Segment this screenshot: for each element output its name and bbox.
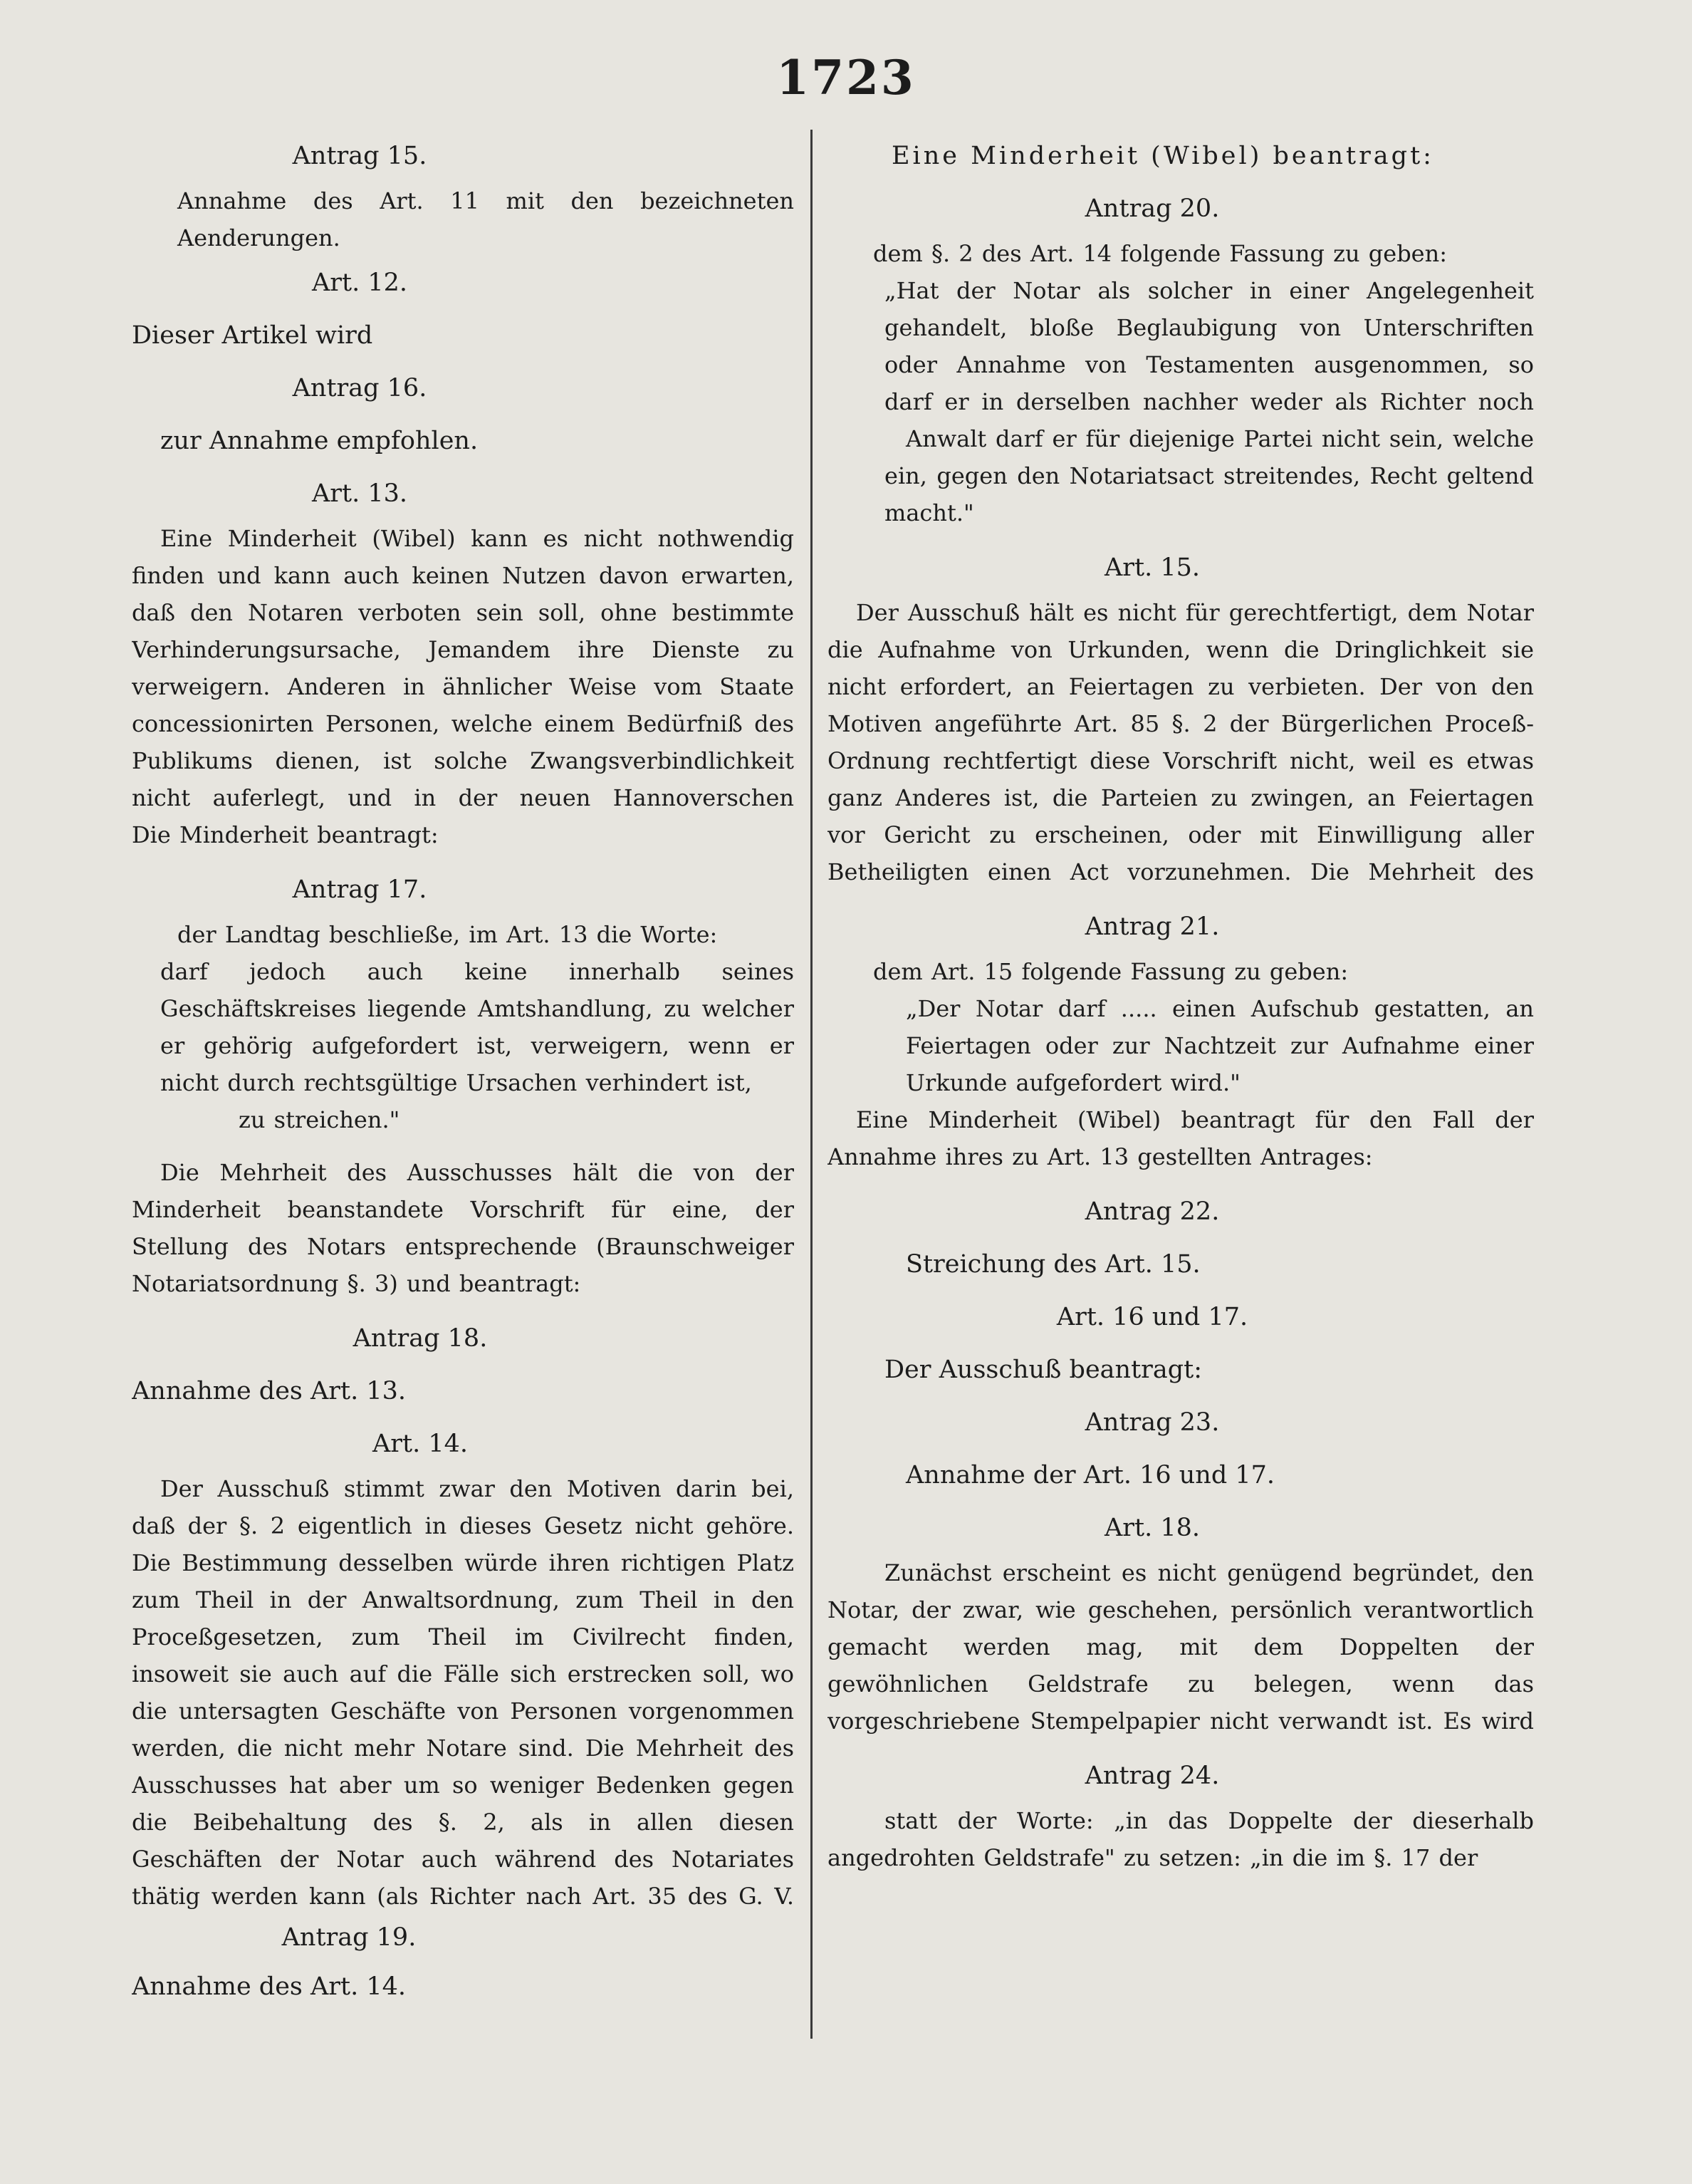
- antrag-16-heading: Antrag 16.: [292, 374, 427, 402]
- antrag-23-heading: Antrag 23.: [1085, 1408, 1220, 1437]
- antrag-17-end: zu streichen.": [239, 1106, 400, 1133]
- art-18-heading: Art. 18.: [1104, 1514, 1200, 1542]
- antrag-18-text: Annahme des Art. 13.: [132, 1377, 406, 1405]
- art-12-text: Dieser Artikel wird: [132, 321, 373, 350]
- antrag-22-heading: Antrag 22.: [1085, 1197, 1220, 1226]
- antrag-21-intro: dem Art. 15 folgende Fassung zu geben:: [873, 958, 1349, 985]
- art-16-17-heading: Art. 16 und 17.: [1056, 1303, 1248, 1331]
- art-13-paragraph-2: Die Minderheit beantragt:: [132, 821, 439, 848]
- right-column: [827, 130, 1534, 1876]
- antrag-21-quote: „Der Notar darf ..... einen Aufschub gestatten, an Feiertagen oder zur Nachtzeit zur Aufnahme einer Urkunde aufgefordert wird.": [906, 995, 1534, 1096]
- antrag-15-text: Annahme des Art. 11 mit den bezeichneten Aenderungen.: [177, 187, 794, 251]
- antrag-15-heading: Antrag 15.: [292, 142, 427, 170]
- art-16-17-text: Der Ausschuß beantragt:: [884, 1356, 1203, 1384]
- art-18-paragraph: Zunächst erscheint es nicht genügend begründet, den Notar, der zwar, wie geschehen, persönlich verantwortlich gemacht werden mag, mit dem Doppelten der gewöhnlichen Geldstrafe zu belegen, wenn das vorgeschriebene Stempelpapier nicht verwandt ist. Es wird: [827, 1559, 1534, 1735]
- column-divider: [810, 130, 813, 2039]
- antrag-20-quote-2: Anwalt darf er für diejenige Partei nicht sein, welche ein, gegen den Notariatsact streitendes, Recht geltend macht.": [884, 425, 1534, 526]
- art-14-heading: Art. 14.: [372, 1430, 468, 1458]
- antrag-20-heading: Antrag 20.: [1085, 194, 1220, 223]
- antrag-23-text: Annahme der Art. 16 und 17.: [906, 1461, 1275, 1489]
- antrag-24-text: statt der Worte: „in das Doppelte der dieserhalb angedrohten Geldstrafe" zu setzen: „in die im §. 17 der: [827, 1807, 1534, 1871]
- art-13-heading: Art. 13.: [312, 479, 407, 508]
- art-13-paragraph-3: Die Mehrheit des Ausschusses hält die von der Minderheit beanstandete Vorschrift für eine, der Stellung des Notars entsprechende (Braunschweiger Notariatsordnung §. 3) und beantragt:: [132, 1159, 794, 1297]
- antrag-17-heading: Antrag 17.: [292, 875, 427, 904]
- antrag-17-quote: darf jedoch auch keine innerhalb seines Geschäftskreises liegende Amtshandlung, zu welcher er gehörig aufgefordert ist, verweigern, wenn er nicht durch rechtsgültige Ursachen verhindert ist,: [160, 958, 794, 1096]
- antrag-17-intro: der Landtag beschließe, im Art. 13 die Worte:: [177, 921, 718, 948]
- page-number: 1723: [776, 50, 916, 105]
- antrag-19-heading: Antrag 19.: [281, 1923, 417, 1952]
- art-12-heading: Art. 12.: [312, 269, 407, 297]
- antrag-20-intro: dem §. 2 des Art. 14 folgende Fassung zu geben:: [873, 240, 1447, 267]
- art-14-paragraph: Der Ausschuß stimmt zwar den Motiven darin bei, daß der §. 2 eigentlich in dieses Gesetz nicht gehöre. Die Bestimmung desselben würde ihren richtigen Platz zum Theil in der Anwaltsordnung, zum Theil in den Proceßgesetzen, zum Theil im Civilrecht finden, insoweit sie auch auf die Fälle sich erstrecken soll, wo die untersagten Geschäfte von Personen vorgenommen werden, die nicht mehr Notare sind. Die Mehrheit des Ausschusses hat aber um so weniger Bedenken gegen die Beibehaltung des §. 2, als in allen diesen Geschäften der Notar auch während des Notariates thätig werden kann (als Richter nach Art. 35 des G. V.: [132, 1475, 794, 1910]
- antrag-18-heading: Antrag 18.: [352, 1324, 488, 1353]
- antrag-22-text: Streichung des Art. 15.: [906, 1250, 1201, 1279]
- antrag-20-quote-1: „Hat der Notar als solcher in einer Angelegenheit gehandelt, bloße Beglaubigung von Unterschriften oder Annahme von Testamenten ausgenommen, so darf er in derselben nachher weder als Richter noch: [884, 277, 1534, 415]
- minority-heading: Eine Minderheit (Wibel) beantragt:: [892, 142, 1434, 170]
- antrag-24-heading: Antrag 24.: [1085, 1762, 1220, 1790]
- art-13-paragraph-1: Eine Minderheit (Wibel) kann es nicht nothwendig finden und kann auch keinen Nutzen davon erwarten, daß den Notaren verboten sein soll, ohne bestimmte Verhinderungsursache, Jemandem ihre Dienste zu verweigern. Anderen in ähnlicher Weise vom Staate concessionirten Personen, welche einem Bedürfniß des Publikums dienen, ist solche Zwangsverbindlichkeit nicht auferlegt, und in der neuen Hannoverschen: [132, 525, 794, 811]
- left-column: [132, 130, 794, 2013]
- antrag-21-heading: Antrag 21.: [1085, 912, 1220, 941]
- art-15-paragraph-2: Eine Minderheit (Wibel) beantragt für den Fall der Annahme ihres zu Art. 13 gestellten Antrages:: [827, 1106, 1534, 1170]
- antrag-16-text: zur Annahme empfohlen.: [160, 427, 479, 455]
- art-15-paragraph-1: Der Ausschuß hält es nicht für gerechtfertigt, dem Notar die Aufnahme von Urkunden, wenn die Dringlichkeit sie nicht erfordert, an Feiertagen zu verbieten. Der von den Motiven angeführte Art. 85 §. 2 der Bürgerlichen Proceß-Ordnung rechtfertigt diese Vorschrift nicht, weil es etwas ganz Anderes ist, die Parteien zu zwingen, an Feiertagen vor Gericht zu erscheinen, oder mit Einwilligung aller Betheiligten einen Act vorzunehmen. Die Mehrheit des: [827, 599, 1534, 885]
- art-15-heading: Art. 15.: [1104, 553, 1200, 582]
- antrag-19-text: Annahme des Art. 14.: [132, 1972, 406, 2001]
